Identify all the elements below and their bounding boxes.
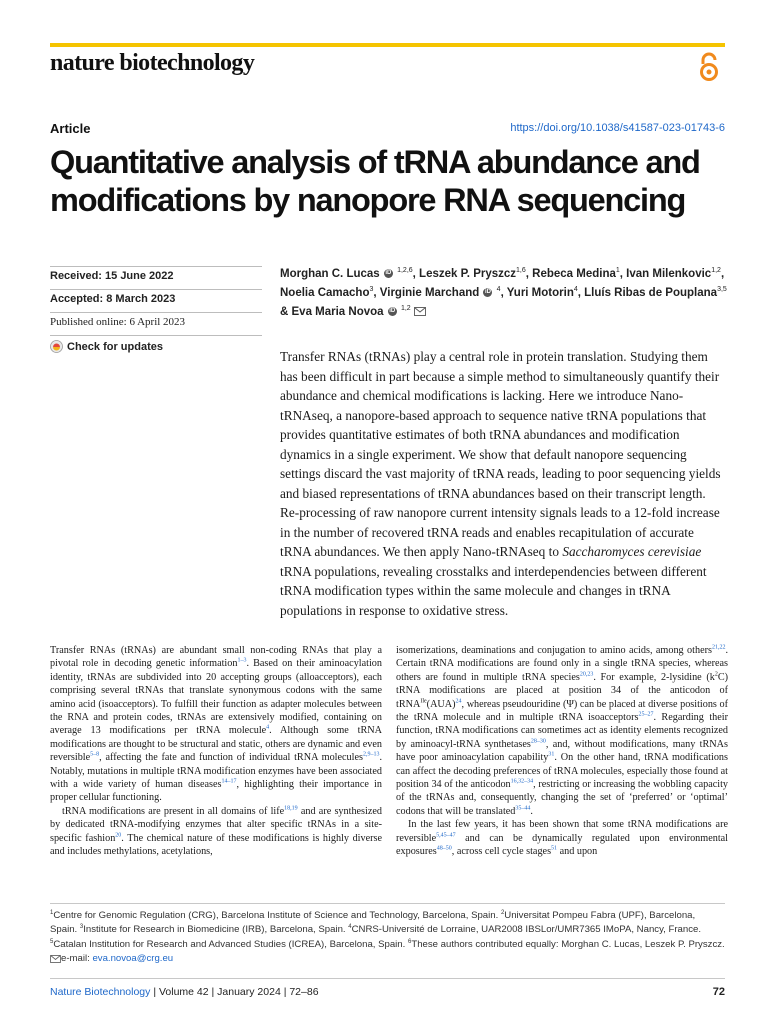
email-link[interactable]: eva.novoa@crg.eu — [92, 953, 174, 965]
author-affiliation: 1,2,6 — [397, 267, 413, 275]
received-date: Received: 15 June 2022 — [50, 266, 262, 289]
footer-journal-link[interactable]: Nature Biotechnology — [50, 986, 151, 998]
citation-link[interactable]: 5–8 — [90, 751, 100, 758]
superscript: 2 — [714, 671, 718, 678]
page-footer — [50, 986, 319, 998]
open-access-icon — [697, 52, 721, 82]
journal-name: nature biotechnology — [50, 50, 255, 76]
body-column-left — [50, 644, 382, 859]
author-affiliation: 3 — [369, 286, 374, 294]
citation-link[interactable]: 48–50 — [436, 845, 452, 852]
affiliation-divider — [50, 903, 725, 904]
species-name: Saccharomyces cerevisiae — [562, 544, 702, 559]
author-list — [280, 265, 730, 322]
journal-top-rule — [50, 43, 725, 47]
body-paragraph: isomerizations, deaminations and conjugation to amino acids, among others$^{21,22}$. Certain tRNA modifications are found only in a single tRNA species, whereas others are found in multiple tRNA species$^{20,23}$. For example, 2-lysidine $(k^2C)$ tRNA modifications are placed at position 34 of the anticodon of tRNA$^{Ile}$(AUA)$^{24}$, whereas pseudouridine (Ψ) can be placed at diverse positions of the tRNA molecule and in multiple tRNA isoacceptors$^{25-27}$. Regarding their function, tRNA modifications can sometimes act as identity elements recognized by aminoacyl-tRNA synthetases$^{28-30}$, and, without modifications, many tRNAs have poor aminoacylation capability$^{31}$. On the other hand, tRNA modifications can affect the decoding preferences of tRNA molecules, especially those found at position 34 of the anticodon$^{16,32-34}$, restricting or increasing the wobbling capacity of the tRNAs and, consequently, changing the set of ‘preferred’ or ‘optimal’ codons that will be translated$^{35-44}$. — [396, 644, 729, 817]
author-affiliation: 1 — [615, 267, 620, 275]
footer-issue: | Volume 42 | January 2024 | 72–86 — [150, 986, 319, 998]
author[interactable]: , Rebeca Medina — [525, 268, 616, 280]
author-affiliation: 4 — [496, 286, 501, 294]
author[interactable]: , Ivan Milenkovic — [619, 268, 712, 280]
author[interactable]: , Virginie Marchand — [373, 287, 480, 299]
abstract — [280, 347, 728, 620]
doi-link[interactable]: https://doi.org/10.1038/s41587-023-01743-6 — [510, 122, 725, 134]
accepted-date: Accepted: 8 March 2023 — [50, 289, 262, 312]
orcid-icon[interactable]: iD — [389, 308, 396, 315]
check-for-updates-button[interactable] — [50, 340, 262, 353]
author[interactable]: , Lluís Ribas de Pouplana — [577, 287, 718, 299]
affiliations: $^1$Centre for Genomic Regulation (CRG), Barcelona Institute of Science and Technology, Barcelona, Spain. $^2$Universitat Pompeu Fabra (UPF), Barcelona, Spain. $^3$Institute for Research in Biomedicine (IRB), Barcelona, Spain. $^4$CNRS-Université de Lorraine, UAR2008 IBSLor/UMR7365 IMoPA, Nancy, France. $^5$Catalan Institution for Research and Advanced Studies (ICREA), Barcelona, Spain. $^6$These authors contributed equally: Morghan C. Lucas, Leszek P. Pryszcz. e-mail: eva.novoa@crg.eu — [50, 909, 725, 965]
email-icon — [50, 955, 61, 963]
check-updates-icon — [50, 340, 63, 353]
body-paragraph: Transfer RNAs (tRNAs) are abundant small non-coding RNAs that play a pivotal role in decoding genetic information$^{1-3}$. Based on their aminoacylation identity, tRNAs are subdivided into 20 accepting groups (alloacceptors), each comprising several tRNAs that translate synonymous codons with the same amino acid (isoacceptors). To fulfill their function as adapter molecules between the RNA and protein codes, tRNAs are extensively modified, containing on average 13 modifications per tRNA molecule$^4$. Although some tRNA modifications are thought to be structural and static, others are dynamic and even reversible$^{5-8}$, affecting the fate and function of individual tRNA molecules$^{2,9-13}$. Notably, mutations in multiple tRNA modification enzymes have been associated with a wide variety of human diseases$^{14-17}$, highlighting their importance in proper cellular functioning. — [50, 645, 382, 804]
body-paragraph: In the last few years, it has been shown that some tRNA modifications are reversible$^{5,45-47}$ and can be dynamically regulated upon environmental exposures$^{48-50}$, across cell cycle stages$^{51}$ and upon — [396, 819, 728, 858]
author[interactable]: , Leszek P. Pryszcz — [412, 268, 517, 280]
citation-link[interactable]: 51 — [551, 845, 558, 852]
body-column-right — [396, 644, 728, 859]
citation-link[interactable]: 5,45–47 — [436, 832, 456, 839]
email-icon[interactable] — [414, 307, 426, 316]
citation-link[interactable]: 20,23 — [579, 671, 594, 678]
citation-link[interactable]: 25–27 — [638, 711, 654, 718]
author-affiliation: 4 — [573, 286, 578, 294]
citation-link[interactable]: 1–3 — [237, 658, 247, 665]
orcid-icon[interactable]: iD — [484, 289, 491, 296]
citation-link[interactable]: 21,22 — [711, 644, 726, 651]
author[interactable]: & Eva Maria Novoa — [280, 306, 384, 318]
citation-link[interactable]: 2,9–13 — [362, 751, 380, 758]
footer-divider — [50, 978, 725, 979]
citation-link[interactable]: 24 — [455, 698, 462, 705]
author-affiliation: 1,2 — [711, 267, 721, 275]
citation-link[interactable]: 31 — [548, 751, 555, 758]
orcid-icon[interactable]: iD — [385, 270, 392, 277]
abstract-text: tRNA populations, revealing crosstalks and interdependencies between different tRNA modification types within the same molecule and changes in tRNA populations in response to oxidative stress. — [280, 563, 707, 618]
citation-link[interactable]: 4 — [266, 725, 270, 732]
citation-link[interactable]: 20 — [115, 832, 122, 839]
abstract-text: Transfer RNAs (tRNAs) play a central role in protein translation. Studying them has been difficult in part because a simple method to simultaneously quantify their abundance and chemical modifications is lacking. Here we introduce Nano-tRNAseq, a nanopore-based approach to sequence native tRNA populations that provides quantitative estimates of both tRNA abundances and modification dynamics in a single experiment. We show that default nanopore sequencing settings discard the vast majority of tRNA reads, leading to poor sequencing yields and biased representations of tRNA abundances based on their transcript length. Re-processing of raw nanopore current intensity signals leads to a 12-fold increase in the number of recovered tRNA reads and enables recapitulation of accurate tRNA abundances. We then apply Nano-tRNAseq to — [280, 349, 721, 559]
article-type: Article — [50, 121, 91, 136]
article-history — [50, 266, 262, 360]
superscript: Ile — [420, 698, 427, 705]
article-title: Quantitative analysis of tRNA abundance and modifications by nanopore RNA sequencing — [50, 144, 700, 218]
citation-link[interactable]: 14–17 — [221, 778, 237, 785]
author[interactable]: Morghan C. Lucas — [280, 268, 380, 280]
author-affiliation: 1,6 — [516, 267, 526, 275]
author-affiliation: 1,2 — [400, 305, 411, 313]
published-date: Published online: 6 April 2023 — [50, 312, 262, 335]
citation-link[interactable]: 28–30 — [530, 738, 546, 745]
citation-link[interactable]: 16,32–34 — [510, 778, 534, 785]
citation-link[interactable]: 35–44 — [515, 805, 531, 812]
author[interactable]: , Noelia Camacho — [280, 268, 725, 299]
page-number: 72 — [712, 986, 725, 998]
citation-link[interactable]: 18,19 — [284, 805, 298, 812]
check-updates-label: Check for updates — [67, 340, 163, 353]
author[interactable]: , Yuri Motorin — [500, 287, 574, 299]
body-paragraph: tRNA modifications are present in all domains of life$^{18,19}$ and are synthesized by dedicated tRNA-modifying enzymes that alter specific tRNAs in a site-specific fashion$^{20}$. The chemical nature of these modifications is highly diverse and includes methylations, acetylations, — [50, 805, 383, 858]
author-affiliation: 3,5 — [717, 286, 727, 294]
